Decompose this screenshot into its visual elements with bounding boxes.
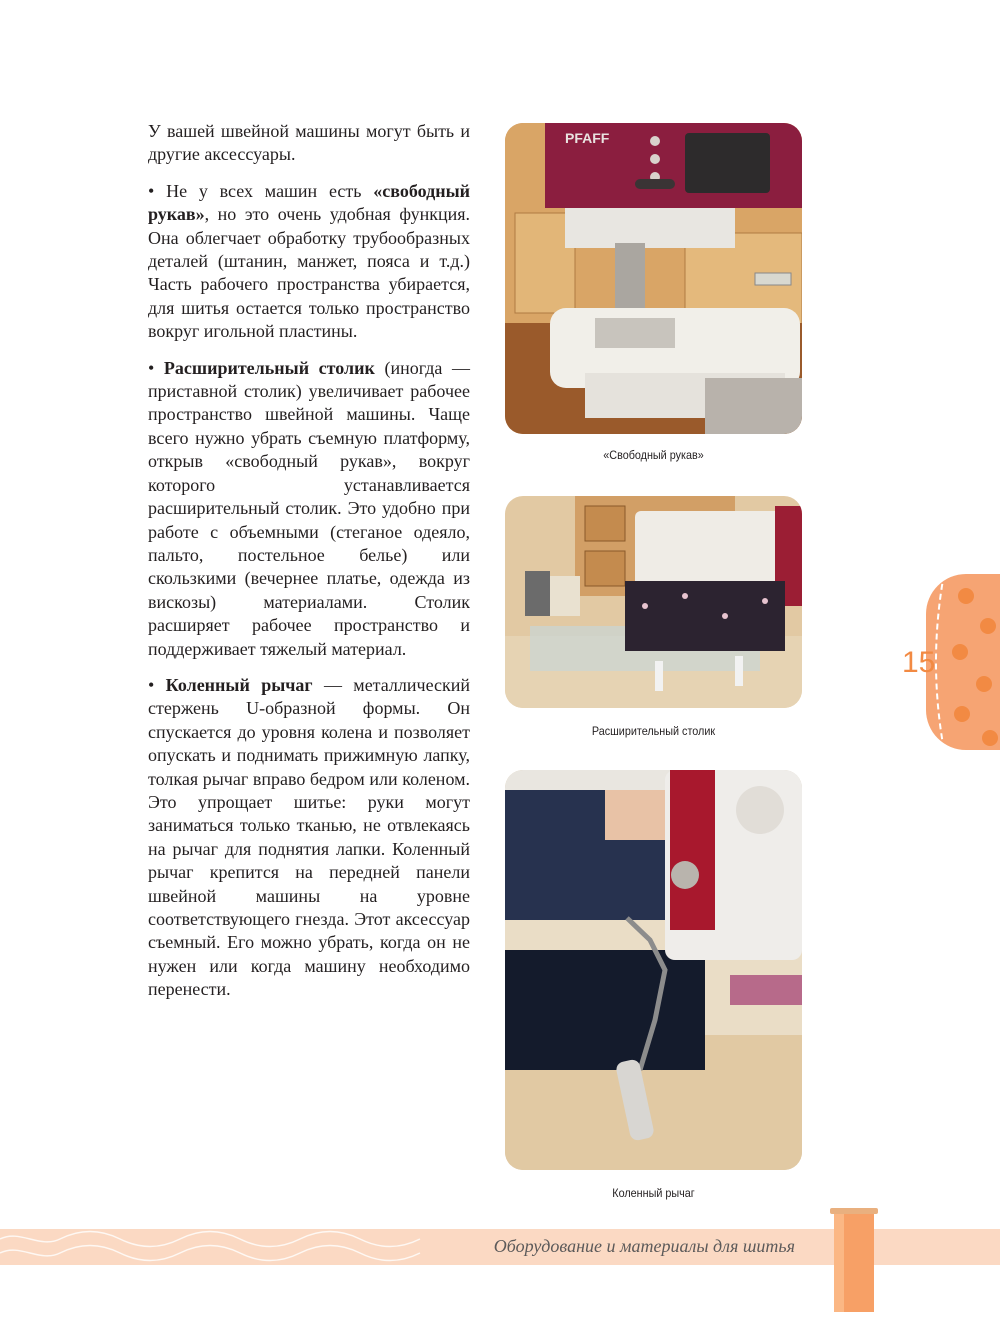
- paragraph-text: (иногда — приставной столик) увеличивает рабочее пространство швейной машины. Чаще всего нужно убрать съемную платформу, открыв «свободный рукав», вокруг которого устанавливается расширительный столик. Это удобно при работе с объемными (стеганое одеяло, пальто, постельное белье) или скользкими (вечернее платье, одежда из вискозы) материалами. Столик расширяет рабочее пространство и поддерживает тяжелый материал.: [148, 357, 470, 659]
- term-knee-lever: Коленный рычаг: [165, 674, 313, 695]
- body-text: [148, 120, 470, 1015]
- photo-knee-lever: [505, 770, 802, 1170]
- thread-spool-icon: [828, 1208, 880, 1312]
- paragraph-text: — металлический стержень U-образной формы. Он спускается до уровня колена и позволяет опускать и поднимать прижимную лапку, толкая рычаг вправо бедром или коленом. Это упрощает шитье: руки могут заниматься только тканью, не отвлекаясь на рычаг для поднятия лапки. Коленный рычаг крепится на передней панели швейной машины на уровне соответствующего гнезда. Этот аксессуар съемный. Его можно убрать, когда он не нужен или когда машину необходимо перенести.: [148, 674, 471, 1000]
- caption-extension-table: Расширительный столик: [591, 724, 716, 738]
- caption-knee-lever: Коленный рычаг: [612, 1186, 695, 1200]
- term-extension-table: Расширительный столик: [163, 357, 375, 378]
- page-tab: [926, 574, 1000, 750]
- intro-paragraph: У вашей швейной машины могут быть и другие аксессуары.: [148, 121, 470, 165]
- paragraph-knee-lever: [148, 674, 470, 1002]
- brand-label: PFAFF: [565, 130, 610, 146]
- photo-extension-table: [505, 496, 802, 708]
- bullet: • Не у всех машин есть: [148, 180, 374, 201]
- footer-title: Оборудование и материалы для шитья: [493, 1236, 795, 1256]
- photo-free-arm: [505, 123, 802, 434]
- page-number: 15: [902, 646, 936, 679]
- paragraph-text: , но это очень удобная функция. Она облегчает обработку трубообразных деталей (штанин, манжет, пояса и т.д.) Часть рабочего пространства убирается, для шитья остается только пространство вокруг игольной пластины.: [148, 204, 470, 342]
- caption-free-arm: «Свободный рукав»: [603, 448, 704, 462]
- paragraph-free-arm: [148, 180, 470, 344]
- term-free-arm: «свободный рукав»: [148, 180, 470, 225]
- bullet: •: [148, 357, 164, 378]
- paragraph-extension-table: [148, 357, 470, 661]
- bullet: •: [148, 674, 166, 695]
